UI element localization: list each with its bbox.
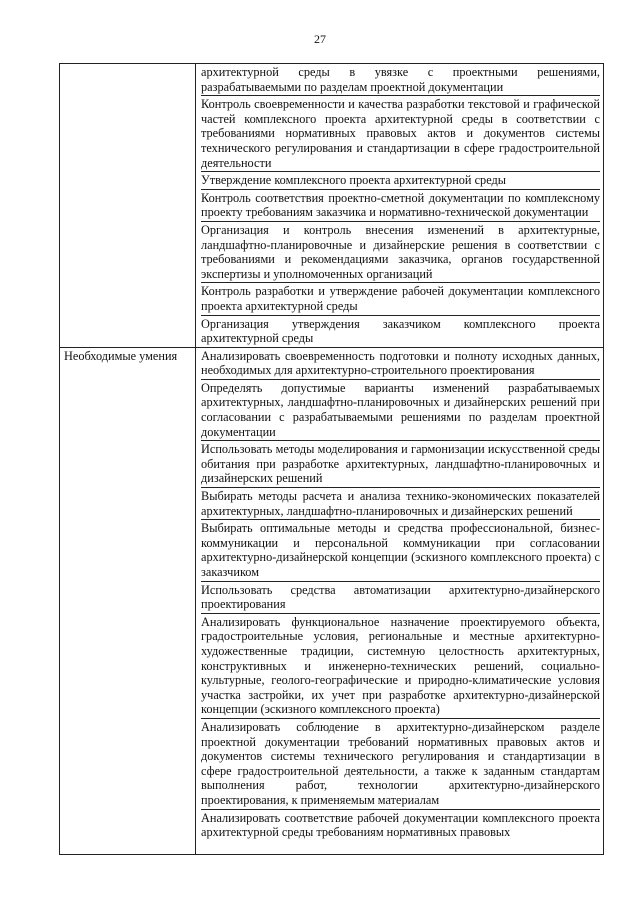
list-item: Анализировать функциональное назначение проектируемого объекта, градостроительные условия, региональные и местные архитектурно-художественные традиции, системную целостность архитектурных, конструктивных и инженерно-технических решений, социально-культурные, геолого-географические и природно-климатические условия участка застройки, их учет при разработке архитектурно-дизайнерской концепции (эскизного комплексного проекта) <box>201 614 600 717</box>
row-label <box>60 64 195 66</box>
table-row-actions <box>60 64 604 348</box>
list-item: Контроль своевременности и качества разработки текстовой и графической частей комплексного проекта архитектурной среды в соответствии с требованиями нормативных правовых актов и документов системы технического регулирования и стандартизации в сфере градостроительной деятельности <box>201 97 600 170</box>
list-item: Выбирать оптимальные методы и средства профессиональной, бизнес-коммуникации и персональной коммуникации при согласовании архитектурно-дизайнерской концепции (эскизного комплексного проекта) с заказчиком <box>201 521 600 579</box>
row-label: Необходимые умения <box>64 348 178 363</box>
list-item: Выбирать методы расчета и анализа технико-экономических показателей архитектурных, ландшафтно-планировочных и дизайнерских решений <box>201 489 600 518</box>
row-entries-cell <box>196 64 604 348</box>
list-item: Использовать методы моделирования и гармонизации искусственной среды обитания при разработке архитектурных, ландшафтно-планировочных и дизайнерских решений <box>201 442 600 486</box>
page-number: 27 <box>314 32 326 46</box>
list-item: Контроль соответствия проектно-сметной документации по комплексному проекту требованиям заказчика и нормативно-технической документации <box>201 190 600 220</box>
row-entries-cell <box>196 347 604 854</box>
list-item: Организация утверждения заказчиком комплексного проекта архитектурной среды <box>201 316 600 346</box>
list-item: Использовать средства автоматизации архитектурно-дизайнерского проектирования <box>201 582 600 612</box>
list-item: Контроль разработки и утверждение рабочей документации комплексного проекта архитектурной среды <box>201 284 600 313</box>
regulation-table <box>59 63 604 855</box>
table-row-skills <box>60 347 604 854</box>
list-item: Анализировать соблюдение в архитектурно-дизайнерском разделе проектной документации требований нормативных правовых актов и документов системы технического регулирования и стандартизации в сфере градостроительной деятельности, а также к заданным стандартам выполнения работ, технологии архитектурно-дизайнерского проектирования, к применяемым материалам <box>201 719 600 807</box>
list-item: Определять допустимые варианты изменений разрабатываемых архитектурных, ландшафтно-планировочных и дизайнерских решений при согласовании с разрабатываемыми решениями по разделам проектной документации <box>201 380 600 439</box>
list-item: Анализировать своевременность подготовки и полноту исходных данных, необходимых для архитектурно-строительного проектирования <box>201 348 600 378</box>
list-item: Организация и контроль внесения изменений в архитектурные, ландшафтно-планировочные и дизайнерские решения в соответствии с требованиями и рекомендациями заказчика, органов государственной экспертизы и уполномоченных организаций <box>201 222 600 281</box>
row-label-cell <box>60 64 196 348</box>
list-item: Утверждение комплексного проекта архитектурной среды <box>201 171 600 189</box>
list-item: архитектурной среды в увязке с проектными решениями, разрабатываемыми по разделам проектной документации <box>201 65 600 94</box>
list-item: Анализировать соответствие рабочей документации комплексного проекта архитектурной среды требованиям нормативных правовых <box>201 809 600 854</box>
row-label-cell <box>60 347 196 854</box>
